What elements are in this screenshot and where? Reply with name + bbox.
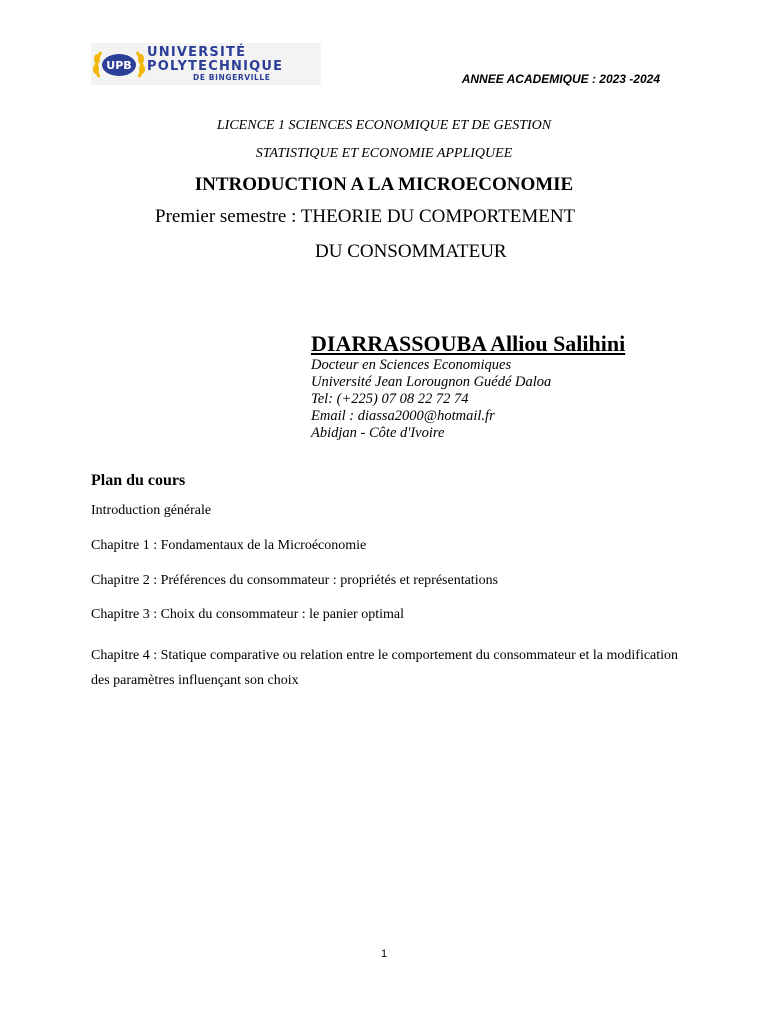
author-phone: Tel: (+225) 07 08 22 72 74 <box>311 391 469 407</box>
university-logo <box>91 43 321 85</box>
logo-wordmark <box>147 46 283 82</box>
logo-line-1: UNIVERSITÉ <box>147 45 247 60</box>
author-university: Université Jean Lorougnon Guédé Daloa <box>311 374 552 390</box>
semester-title-line-2: DU CONSOMMATEUR <box>315 241 507 262</box>
logo-line-3: DE BINGERVILLE <box>193 73 271 82</box>
academic-year: ANNEE ACADEMIQUE : 2023 -2024 <box>461 72 660 86</box>
logo-emblem-text: UPB <box>106 59 132 72</box>
plan-item-intro: Introduction générale <box>91 503 212 518</box>
author-email: Email : diassa2000@hotmail.fr <box>311 408 495 424</box>
plan-item-chapter-1: Chapitre 1 : Fondamentaux de la Microéconomie <box>91 538 367 553</box>
plan-item-chapter-4: Chapitre 4 : Statique comparative ou relation entre le comportement du consommateur et la modification des paramètres influençant son choix <box>91 648 679 688</box>
laurel-emblem-icon <box>91 43 147 85</box>
licence-line: LICENCE 1 SCIENCES ECONOMIQUE ET DE GESTION <box>216 118 552 133</box>
course-title: INTRODUCTION A LA MICROECONOMIE <box>194 174 574 195</box>
page-number: 1 <box>380 948 388 960</box>
author-location: Abidjan - Côte d'Ivoire <box>311 425 445 441</box>
plan-item-chapter-2: Chapitre 2 : Préférences du consommateur : propriétés et représentations <box>91 573 499 588</box>
logo-line-2: POLYTECHNIQUE <box>147 59 284 74</box>
plan-item-chapter-3: Chapitre 3 : Choix du consommateur : le panier optimal <box>91 607 404 622</box>
program-line: STATISTIQUE ET ECONOMIE APPLIQUEE <box>255 146 513 161</box>
author-degree: Docteur en Sciences Economiques <box>311 357 512 373</box>
plan-title: Plan du cours <box>91 472 186 489</box>
semester-title-line-1: Premier semestre : THEORIE DU COMPORTEMENT <box>155 206 576 227</box>
author-name: DIARRASSOUBA Alliou Salihini <box>311 331 626 356</box>
